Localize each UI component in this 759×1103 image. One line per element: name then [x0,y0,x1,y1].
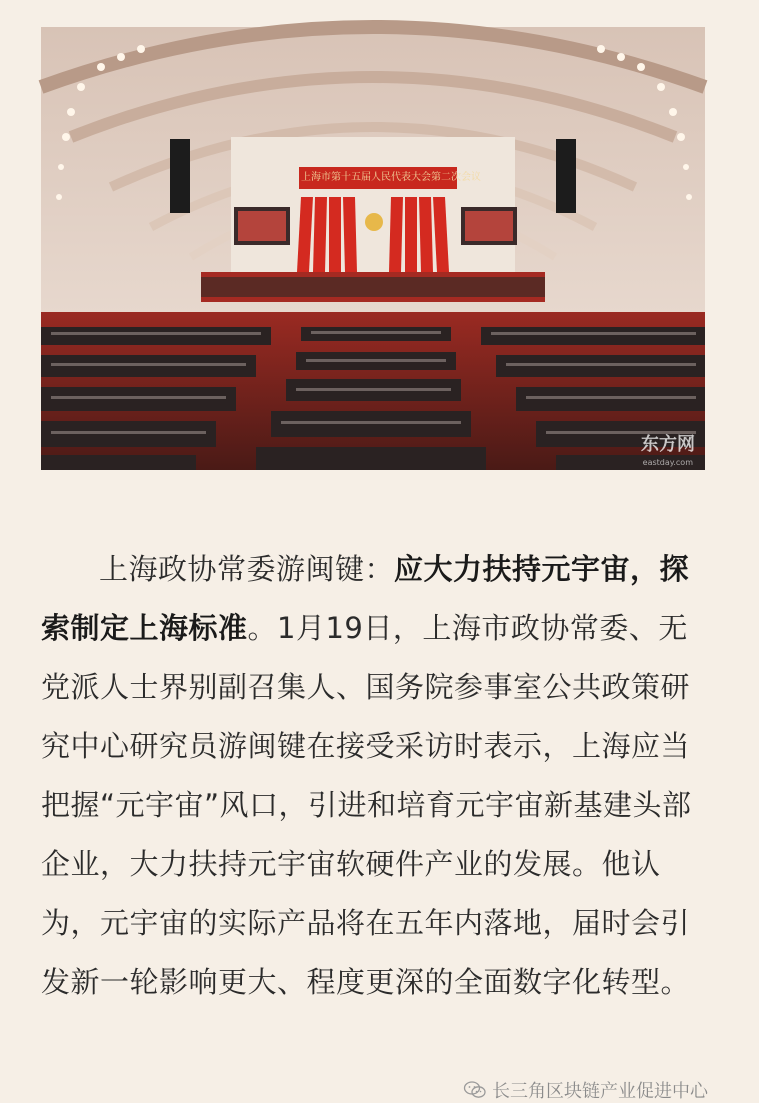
source-name: 长三角区块链产业促进中心 [492,1081,708,1102]
article-paragraph [41,540,709,1012]
hall-banner-text: 上海市第十五届人民代表大会第二次会议 [301,172,481,183]
hall-illustration [41,27,705,470]
photo-watermark: 东方网 [641,434,695,455]
source-footer[interactable] [464,1078,708,1102]
photo-watermark-url: eastday.com [642,458,693,467]
wechat-icon [464,1081,486,1099]
article-lead: 上海政协常委游闽键： [99,552,395,586]
article-body: 。1月19日，上海市政协常委、无党派人士界别副召集人、国务院参事室公共政策研究中心研究员游闽键在接受采访时表示，上海应当把握“元宇宙”风口，引进和培育元宇宙新基建头部企业，大力扶持元宇宙软硬件产业的发展。他认为，元宇宙的实际产品将在五年内落地，届时会引发新一轮影响更大、程度更深的全面数字化转型。 [41,611,692,999]
assembly-hall-photo [41,27,705,470]
article-headline: 应大力扶持元宇宙，探索制定上海标准 [41,552,690,645]
